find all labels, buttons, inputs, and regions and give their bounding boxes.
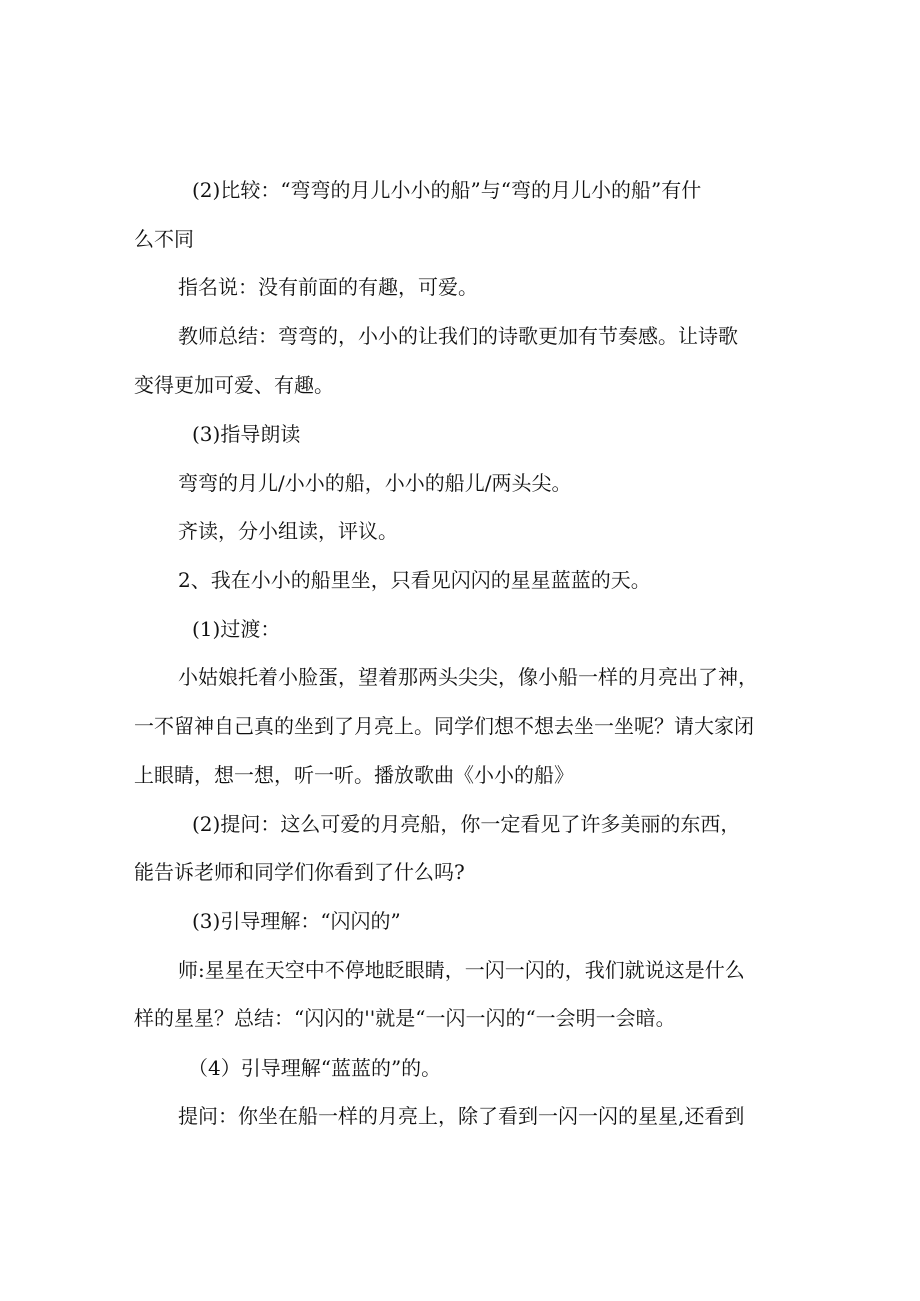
text-line-18: 样的星星？总结：“闪闪的''就是“一闪一闪的“一会明一会暗。: [134, 1006, 676, 1030]
text-line-16: (3)引导理解：“闪闪的”: [192, 909, 401, 933]
text-line-11: 小姑娘托着小脸蛋，望着那两头尖尖，像小船一样的月亮出了神，: [178, 665, 758, 689]
text-line-7: 弯弯的月儿/小小的船，小小的船儿/两头尖。: [178, 471, 572, 495]
text-line-6: (3)指导朗读: [192, 422, 301, 446]
text-line-12: 一不留神自己真的坐到了月亮上。同学们想不想去坐一坐呢？请大家闭: [134, 714, 754, 738]
text-line-14: (2)提问：这么可爱的月亮船，你一定看见了许多美丽的东西，: [192, 812, 741, 836]
text-line-1: (2)比较：“弯弯的月儿小小的船”与“弯的月儿小的船”有什: [192, 178, 702, 202]
text-line-13: 上眼睛，想一想，听一听。播放歌曲《小小的船》: [134, 763, 574, 787]
text-line-19: （4）引导理解“蓝蓝的”的。: [188, 1056, 442, 1080]
text-line-2: 么不同: [134, 227, 194, 251]
text-line-20: 提问：你坐在船一样的月亮上，除了看到一闪一闪的星星,还看到: [178, 1104, 745, 1128]
text-line-10: (1)过渡：: [192, 617, 281, 641]
text-line-9: 2、我在小小的船里坐，只看见闪闪的星星蓝蓝的天。: [178, 568, 651, 592]
text-line-5: 变得更加可爱、有趣。: [134, 373, 334, 397]
text-line-8: 齐读，分小组读，评议。: [178, 519, 398, 543]
text-line-4: 教师总结：弯弯的，小小的让我们的诗歌更加有节奏感。让诗歌: [178, 324, 738, 348]
text-line-3: 指名说：没有前面的有趣，可爱。: [178, 275, 478, 299]
text-line-15: 能告诉老师和同学们你看到了什么吗?: [134, 860, 465, 884]
text-line-17: 师:星星在天空中不停地眨眼睛，一闪一闪的，我们就说这是什么: [178, 958, 745, 982]
